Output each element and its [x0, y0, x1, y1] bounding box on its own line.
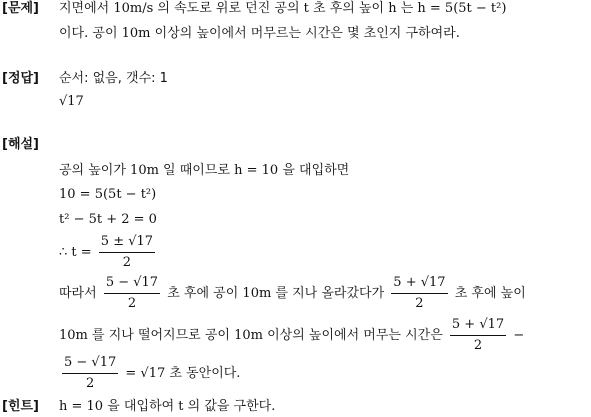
- hint-text: h = 10 을 대입하여 t 의 값을 구한다.: [59, 399, 276, 414]
- solution-line-4: [59, 233, 158, 272]
- fraction-roots-den: 2: [122, 255, 132, 270]
- solution-line-5: [59, 274, 526, 313]
- therefore-prefix: ∴ t =: [59, 245, 92, 260]
- solution-line-6: [59, 316, 524, 355]
- fraction-upper-root-2-den: 2: [473, 338, 483, 353]
- fraction-lower-root-2-den: 2: [85, 376, 95, 391]
- fraction-lower-root-den: 2: [127, 296, 137, 311]
- line5-part-a: 따라서: [59, 286, 97, 301]
- line6-minus: −: [513, 328, 525, 343]
- line5-part-b: 초 후에 공이 10m 를 지나 올라갔다가: [167, 286, 385, 301]
- solution-label: [해설]: [2, 137, 39, 152]
- fraction-lower-root-2-num: 5 − √17: [62, 354, 118, 374]
- line7-result: = √17 초 동안이다.: [125, 366, 241, 381]
- solution-line-2: 10 = 5(5t − t²): [59, 187, 157, 202]
- problem-line-1: 지면에서 10m/s 의 속도로 위로 던진 공의 t 초 후의 높이 h 는 h = 5(5t − t²): [59, 1, 507, 16]
- fraction-upper-root-den: 2: [415, 296, 424, 311]
- answer-value: √17: [59, 94, 84, 109]
- problem-label: [문제]: [2, 1, 39, 16]
- fraction-upper-root: [391, 274, 447, 313]
- fraction-roots-num: 5 ± √17: [99, 233, 155, 253]
- solution-line-1: 공의 높이가 10m 일 때이므로 h = 10 을 대입하면: [59, 163, 350, 178]
- fraction-roots: [99, 233, 155, 272]
- problem-line-2: 이다. 공이 10m 이상의 높이에서 머무르는 시간은 몇 초인지 구하여라.: [59, 26, 460, 41]
- fraction-lower-root-num: 5 − √17: [104, 274, 160, 294]
- fraction-upper-root-2-num: 5 + √17: [450, 316, 506, 336]
- fraction-lower-root-2: [62, 354, 118, 393]
- solution-line-7: [59, 354, 240, 393]
- solution-line-3: t² − 5t + 2 = 0: [59, 212, 157, 227]
- fraction-upper-root-num: 5 + √17: [391, 274, 447, 294]
- answer-label: [정답]: [2, 71, 39, 86]
- fraction-lower-root: [104, 274, 160, 313]
- answer-meta: 순서: 없음, 갯수: 1: [59, 71, 168, 86]
- line6-part-a: 10m 를 지나 떨어지므로 공이 10m 이상의 높이에서 머무는 시간은: [59, 328, 443, 343]
- fraction-upper-root-2: [450, 316, 506, 355]
- hint-label: [힌트]: [2, 399, 39, 414]
- line5-part-c: 초 후에 높이: [454, 286, 526, 301]
